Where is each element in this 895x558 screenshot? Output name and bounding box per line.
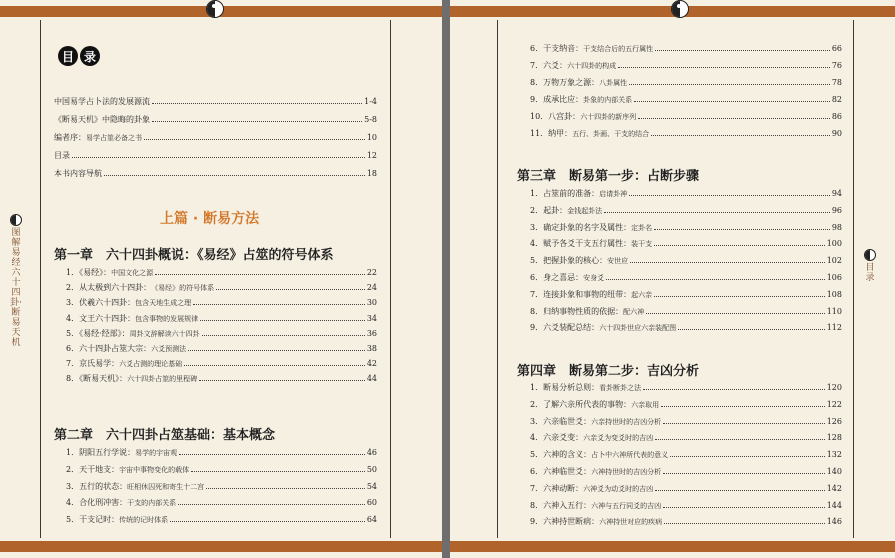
- toc-entry: [530, 417, 842, 427]
- toc-entry-subtitle: 六十四卦占筮的里程碑: [127, 375, 198, 384]
- toc-page-number: 126: [826, 416, 842, 426]
- toc-page-number: 110: [826, 306, 842, 316]
- toc-page-number: 142: [826, 483, 842, 493]
- toc-entry: [530, 450, 842, 460]
- toc-entry-subtitle: 传统的记时体系: [119, 516, 169, 525]
- toc-entry-subtitle: 旺相休囚死和寄生十二宫: [127, 482, 205, 491]
- toc-page-number: 36: [366, 328, 377, 338]
- dot-leader: [646, 313, 825, 314]
- toc-entry: [530, 112, 842, 122]
- toc-entry-subtitle: 易学的宇宙观: [135, 449, 178, 457]
- toc-entry: [530, 307, 842, 317]
- dot-leader: [655, 50, 830, 51]
- toc-entry-title: 4．文王六十四卦：: [66, 313, 136, 323]
- toc-page-number: 64: [366, 515, 377, 525]
- toc-entry-subtitle: 配六神: [623, 307, 645, 316]
- side-yinyang-icon: [864, 249, 876, 261]
- toc-entry: [530, 129, 842, 139]
- toc-page-number: 146: [826, 517, 842, 527]
- toc-page-number: 10: [366, 133, 377, 142]
- toc-entry: [530, 400, 842, 410]
- toc-entry: [530, 501, 842, 511]
- toc-entry-subtitle: 六爻预测法: [151, 345, 187, 353]
- toc-entry-subtitle: 六亲取用: [631, 400, 660, 409]
- toc-entry: [530, 239, 842, 249]
- toc-entry: [66, 344, 377, 354]
- toc-entry-subtitle: 六爻占测的理论基础: [119, 360, 183, 369]
- dot-leader: [664, 523, 825, 524]
- left-margin-line: [497, 20, 498, 538]
- contents-heading: [58, 46, 100, 66]
- toc-entry: [530, 223, 842, 233]
- toc-entry: [530, 273, 842, 283]
- dot-leader: [655, 490, 825, 491]
- toc-page-number: 42: [366, 359, 377, 369]
- chapter-title: 第三章 断易第一步：占断步骤: [517, 169, 700, 184]
- toc-entry-title: 本书内容导航: [54, 169, 102, 178]
- toc-page-number: 128: [826, 433, 842, 443]
- toc-entry: [66, 298, 377, 308]
- toc-page-number: 140: [826, 467, 842, 476]
- dot-leader: [643, 389, 825, 390]
- dot-leader: [170, 521, 365, 522]
- toc-page-number: 132: [826, 450, 842, 460]
- toc-page-number: 54: [366, 481, 377, 491]
- toc-entry-title: 5．干支记时：: [66, 515, 120, 525]
- toc-entry: [66, 329, 377, 339]
- dot-leader: [663, 473, 825, 474]
- dot-leader: [200, 320, 365, 321]
- toc-entry-title: 1．占筮前的准备：: [530, 189, 600, 198]
- toc-entry: [530, 61, 842, 71]
- toc-entry-title: 编者序：: [54, 133, 86, 142]
- toc-page-number: 106: [826, 273, 842, 282]
- toc-entry-subtitle: 定卦名: [631, 223, 653, 232]
- toc-entry-title: 7．六爻：: [530, 61, 568, 70]
- contents-heading-char: 目: [58, 46, 78, 66]
- dot-leader: [654, 245, 825, 246]
- dot-leader: [72, 157, 365, 158]
- toc-entry: [54, 151, 377, 161]
- dot-leader: [144, 139, 365, 140]
- toc-entry: [530, 256, 842, 266]
- toc-page-number: 122: [826, 399, 842, 409]
- dot-leader: [104, 175, 365, 176]
- dot-leader: [152, 103, 362, 104]
- dot-leader: [179, 454, 365, 455]
- toc-entry-title: 2．从太极到六十四卦：: [66, 283, 152, 293]
- chapter-title: 第二章 六十四卦占筮基础：基本概念: [54, 428, 276, 443]
- toc-page-number: 38: [366, 344, 377, 353]
- toc-entry: [530, 44, 842, 54]
- toc-entry-title: 7．六神动断：: [530, 483, 584, 493]
- contents-heading-char: 录: [80, 46, 100, 66]
- toc-entry-subtitle: 六神持世时的吉凶分析: [591, 468, 662, 476]
- toc-entry: [530, 290, 842, 300]
- side-yinyang-icon: [10, 214, 22, 226]
- toc-entry: [66, 448, 377, 458]
- toc-entry-title: 8．万物万象之源：: [530, 78, 600, 87]
- toc-entry: [530, 189, 842, 199]
- toc-page-number: 90: [831, 129, 842, 138]
- toc-page-number: 18: [366, 169, 377, 178]
- toc-page-number: 108: [826, 289, 842, 299]
- chapter-title: 第四章 断易第二步：吉凶分析: [517, 364, 700, 379]
- left-page: [0, 0, 442, 558]
- toc-entry-subtitle: 干支的内部关系: [127, 499, 177, 508]
- toc-entry: [66, 482, 377, 492]
- toc-page-number: 24: [366, 283, 377, 293]
- toc-entry-title: 6．六十四卦占筮大宗：: [66, 344, 152, 353]
- toc-entry-subtitle: 启请卦神: [599, 190, 628, 198]
- toc-page-number: 98: [831, 222, 842, 232]
- toc-entry-subtitle: 六十四卦世应六亲装配图: [599, 324, 677, 333]
- dot-leader: [193, 304, 365, 305]
- toc-page-number: 50: [366, 464, 377, 474]
- toc-entry-subtitle: 易学占筮必备之书: [86, 134, 142, 142]
- toc-entry-subtitle: 六亲爻为变爻时的吉凶: [583, 434, 654, 443]
- toc-entry-subtitle: 安世应: [607, 257, 629, 266]
- toc-entry: [530, 467, 842, 477]
- toc-entry: [66, 283, 377, 293]
- toc-page-number: 44: [366, 374, 377, 384]
- toc-page-number: 86: [831, 112, 842, 121]
- toc-entry-title: 5．六神的含义：: [530, 450, 592, 460]
- toc-entry-subtitle: 安身爻: [583, 274, 605, 282]
- toc-entry-title: 3．确定卦象的名字及属性：: [530, 222, 632, 232]
- toc-entry: [530, 517, 842, 527]
- toc-entry-title: 4．六亲爻变：: [530, 433, 584, 443]
- toc-entry: [54, 169, 377, 179]
- toc-entry: [530, 95, 842, 105]
- dot-leader: [654, 229, 830, 230]
- toc-entry-title: 目录: [54, 151, 70, 160]
- bottom-band: [450, 541, 895, 552]
- bottom-band: [0, 541, 442, 552]
- toc-entry-title: 1．《易经》：: [66, 268, 112, 277]
- toc-entry-title: 7．连接卦象和事物的纽带：: [530, 289, 632, 299]
- part-title: 上篇 · 断易方法: [160, 211, 260, 227]
- toc-entry-subtitle: 五行、卦画、干支的结合: [572, 130, 650, 138]
- toc-entry-title: 6．干支纳音：: [530, 44, 584, 53]
- toc-entry-subtitle: 占卜中六神所代表的意义: [591, 451, 669, 460]
- side-title: 图解易经六十四卦·断易天机: [10, 228, 22, 348]
- toc-entry-title: 《断易天机》中隐晦的卦象: [54, 115, 150, 124]
- right-margin-line: [853, 20, 854, 538]
- toc-entry-title: 5．把握卦象的核心：: [530, 256, 608, 266]
- toc-entry-subtitle: 八卦属性: [599, 79, 628, 87]
- toc-entry-title: 5．《易经·经部》：: [66, 328, 130, 338]
- right-margin-line: [390, 20, 391, 538]
- toc-entry: [530, 323, 842, 333]
- toc-page-number: 120: [826, 383, 842, 392]
- dot-leader: [202, 335, 365, 336]
- dot-leader: [629, 195, 830, 196]
- side-tab-label: 目录: [865, 263, 875, 283]
- dot-leader: [184, 365, 365, 366]
- toc-entry-subtitle: 干支结合后的五行属性: [583, 45, 654, 53]
- toc-entry: [66, 498, 377, 508]
- toc-entry-subtitle: 六十四卦的新序列: [580, 113, 637, 121]
- dot-leader: [191, 471, 365, 472]
- toc-page-number: 82: [831, 95, 842, 104]
- toc-entry-subtitle: 六亲持世时的吉凶分析: [591, 417, 662, 426]
- dot-leader: [678, 329, 825, 330]
- toc-entry: [66, 515, 377, 525]
- toc-entry-subtitle: 看卦断卦之法: [599, 384, 642, 392]
- toc-entry-subtitle: 六神持世对应的疾病: [599, 518, 663, 527]
- toc-page-number: 34: [366, 313, 377, 323]
- toc-entry-title: 2．了解六亲所代表的事物：: [530, 399, 632, 409]
- toc-entry-title: 2．起卦：: [530, 205, 568, 215]
- dot-leader: [630, 262, 825, 263]
- toc-page-number: 94: [831, 189, 842, 198]
- dot-leader: [634, 101, 830, 102]
- toc-entry-subtitle: 装干支: [631, 240, 653, 249]
- dot-leader: [618, 67, 830, 68]
- left-margin-line: [40, 20, 41, 538]
- dot-leader: [152, 121, 362, 122]
- toc-page-number: 22: [366, 268, 377, 277]
- dot-leader: [155, 274, 365, 275]
- toc-entry-title: 4．赋予各爻干支五行属性：: [530, 239, 632, 249]
- toc-entry-title: 4．合化刑冲害：: [66, 498, 128, 508]
- toc-entry-subtitle: 六十四卦的构成: [567, 62, 617, 70]
- toc-entry-title: 2．天干地支：: [66, 464, 120, 474]
- yinyang-icon: [671, 0, 689, 18]
- toc-page-number: 60: [366, 498, 377, 508]
- toc-page-number: 144: [826, 500, 842, 510]
- toc-entry: [54, 115, 377, 125]
- toc-entry-subtitle: 六神与五行同爻的吉凶: [591, 501, 662, 510]
- yinyang-icon: [206, 0, 224, 18]
- dot-leader: [663, 507, 825, 508]
- toc-entry: [54, 133, 377, 143]
- dot-leader: [670, 456, 825, 457]
- dot-leader: [606, 279, 825, 280]
- toc-page-number: 66: [831, 44, 842, 53]
- toc-entry-subtitle: 《易经》的符号体系: [151, 284, 215, 293]
- toc-entry-title: 6．身之喜忌：: [530, 273, 584, 282]
- toc-entry-subtitle: 起六亲: [631, 290, 653, 299]
- toc-entry-title: 中国易学占卜法的发展源流: [54, 97, 150, 106]
- toc-entry: [530, 206, 842, 216]
- toc-page-number: 96: [831, 205, 842, 215]
- toc-entry-title: 6．六神临世爻：: [530, 467, 592, 476]
- dot-leader: [651, 135, 830, 136]
- dot-leader: [655, 439, 825, 440]
- dot-leader: [199, 380, 365, 381]
- toc-page-number: 1-4: [364, 97, 377, 106]
- toc-page-number: 112: [826, 323, 842, 333]
- dot-leader: [638, 118, 830, 119]
- right-page: [450, 0, 895, 558]
- toc-entry-title: 8．归纳事物性质的依据：: [530, 306, 624, 316]
- dot-leader: [604, 212, 830, 213]
- toc-page-number: 30: [366, 298, 377, 308]
- dot-leader: [629, 84, 830, 85]
- toc-entry-title: 7．京氏易学：: [66, 359, 120, 369]
- toc-entry-title: 3．六亲临世爻：: [530, 416, 592, 426]
- toc-entry-title: 9．六神持世断病：: [530, 517, 600, 527]
- dot-leader: [188, 350, 365, 351]
- toc-page-number: 100: [826, 239, 842, 249]
- toc-entry: [530, 433, 842, 443]
- dot-leader: [654, 296, 825, 297]
- toc-entry: [530, 383, 842, 393]
- toc-entry: [530, 484, 842, 494]
- toc-entry-title: 9．六爻装配总结：: [530, 323, 600, 333]
- toc-entry: [66, 359, 377, 369]
- toc-page-number: 76: [831, 61, 842, 70]
- dot-leader: [206, 488, 365, 489]
- toc-entry-title: 11．纳甲：: [530, 129, 573, 138]
- toc-entry-title: 1．断易分析总则：: [530, 383, 600, 392]
- toc-entry-title: 10．八宫卦：: [530, 112, 581, 121]
- toc-entry: [530, 78, 842, 88]
- toc-entry: [54, 97, 377, 107]
- dot-leader: [661, 406, 825, 407]
- toc-entry: [66, 374, 377, 384]
- toc-page-number: 46: [366, 448, 377, 457]
- toc-entry: [66, 268, 377, 278]
- toc-entry-subtitle: 包含天地生成之理: [135, 299, 192, 308]
- toc-entry-subtitle: 包含事物的发展规律: [135, 314, 199, 323]
- toc-entry-subtitle: 金钱起卦法: [567, 206, 603, 215]
- toc-entry-subtitle: 宇宙中事物变化的载体: [119, 465, 190, 474]
- toc-page-number: 78: [831, 78, 842, 87]
- toc-entry-subtitle: 周卦文辞解读六十四卦: [129, 329, 200, 338]
- toc-page-number: 12: [366, 151, 377, 160]
- toc-entry: [66, 314, 377, 324]
- toc-entry-title: 3．伏羲六十四卦：: [66, 298, 136, 308]
- dot-leader: [663, 423, 825, 424]
- toc-entry-subtitle: 卦象的内部关系: [583, 96, 633, 104]
- toc-page-number: 5-8: [364, 115, 377, 124]
- toc-entry-title: 3．五行的状态：: [66, 481, 128, 491]
- toc-entry-subtitle: 六神爻为动爻时的吉凶: [583, 484, 654, 493]
- toc-entry-title: 1．阴阳五行学说：: [66, 448, 136, 457]
- toc-entry-title: 9．成承比应：: [530, 95, 584, 104]
- toc-page-number: 102: [826, 256, 842, 266]
- toc-entry-title: 8．《断易天机》：: [66, 374, 128, 384]
- dot-leader: [178, 504, 365, 505]
- dot-leader: [216, 289, 365, 290]
- chapter-title: 第一章 六十四卦概说：《易经》占筮的符号体系: [54, 248, 334, 263]
- toc-entry-subtitle: 中国文化之源: [111, 269, 154, 277]
- toc-entry: [66, 465, 377, 475]
- toc-entry-title: 8．六神入五行：: [530, 500, 592, 510]
